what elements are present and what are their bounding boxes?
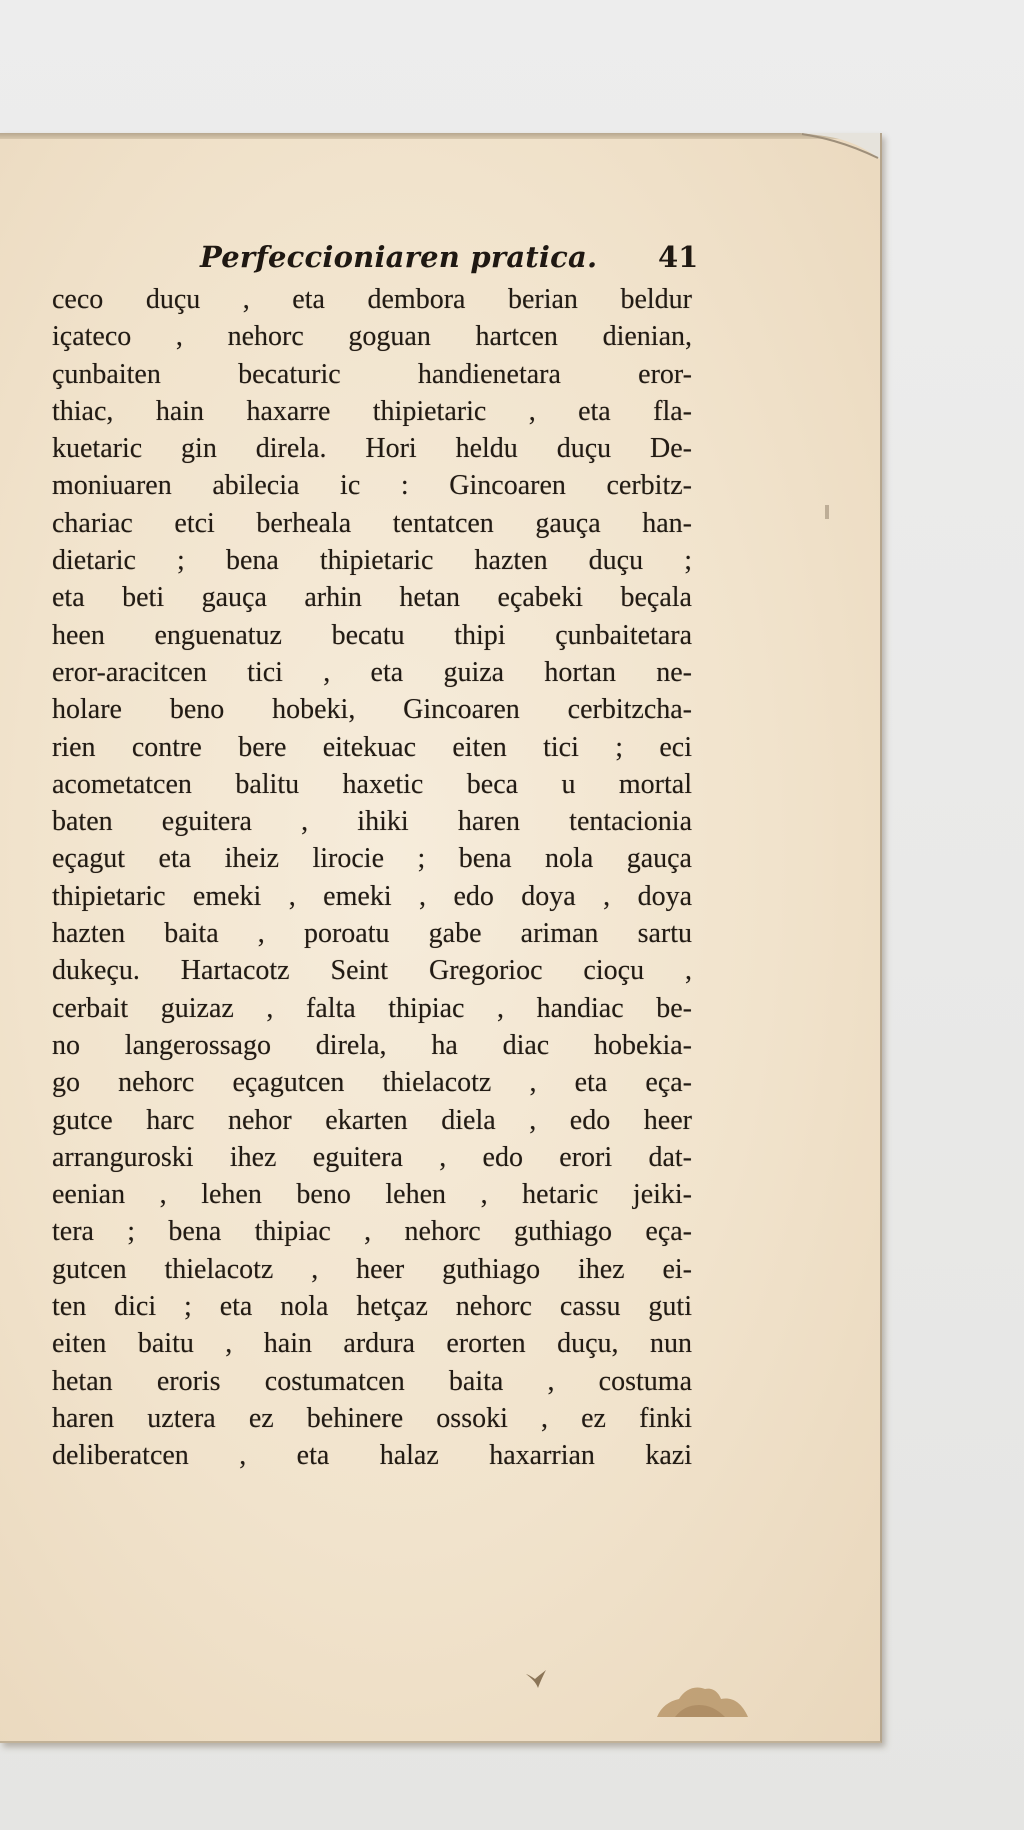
ink-blot-icon: [522, 1668, 548, 1690]
text-line: ceco duçu , eta dembora berian beldur: [52, 284, 692, 315]
page-number: 41: [658, 240, 699, 274]
margin-mark: [825, 505, 829, 519]
book-page: [0, 133, 882, 1743]
text-line: tera ; bena thipiac , nehorc guthiago eça-: [52, 1216, 692, 1248]
text-line: go nehorc eçagutcen thielacotz , eta eça-: [52, 1067, 692, 1099]
paper-stain-icon: [655, 1683, 750, 1717]
text-line: arranguroski ihez eguitera , edo erori dat-: [52, 1141, 692, 1173]
text-line: holare beno hobeki, Gincoaren cerbitzcha-: [52, 694, 692, 726]
text-line: çunbaiten becaturic handienetara eror-: [52, 358, 692, 390]
body-text: [52, 281, 692, 1475]
text-line: deliberatcen , eta halaz haxarrian kazi: [52, 1440, 692, 1472]
text-line: eror-aracitcen tici , eta guiza hortan ne-: [52, 656, 692, 688]
text-line: heen enguenatuz becatu thipi çunbaitetara: [52, 619, 692, 651]
running-title: Perfeccioniaren pratica.: [200, 240, 598, 274]
text-line: içateco , nehorc goguan hartcen dienian,: [52, 321, 692, 353]
text-line: gutcen thielacotz , heer guthiago ihez ei-: [52, 1253, 692, 1285]
text-line: kuetaric gin direla. Hori heldu duçu De-: [52, 433, 692, 465]
torn-corner-icon: [800, 133, 880, 159]
text-line: eçagut eta iheiz lirocie ; bena nola gauça: [52, 843, 692, 875]
text-line: baten eguitera , ihiki haren tentacionia: [52, 806, 692, 838]
text-line: chariac etci berheala tentatcen gauça han-: [52, 507, 692, 539]
text-line: gutce harc nehor ekarten diela , edo heer: [52, 1104, 692, 1136]
text-line: hetan eroris costumatcen baita , costuma: [52, 1365, 692, 1397]
text-line: acometatcen balitu haxetic beca u mortal: [52, 768, 692, 800]
text-line: eiten baitu , hain ardura erorten duçu, nun: [52, 1328, 692, 1360]
text-line: dukeçu. Hartacotz Seint Gregorioc cioçu ,: [52, 955, 692, 987]
text-line: hazten baita , poroatu gabe ariman sartu: [52, 918, 692, 950]
text-line: ten dici ; eta nola hetçaz nehorc cassu guti: [52, 1291, 692, 1323]
text-line: no langerossago direla, ha diac hobekia-: [52, 1029, 692, 1061]
text-line: haren uztera ez behinere ossoki , ez finki: [52, 1402, 692, 1434]
text-line: eta beti gauça arhin hetan eçabeki beçala: [52, 582, 692, 614]
text-line: rien contre bere eitekuac eiten tici ; eci: [52, 731, 692, 763]
text-line: cerbait guizaz , falta thipiac , handiac be-: [52, 992, 692, 1024]
text-line: thipietaric emeki , emeki , edo doya , doya: [52, 880, 692, 912]
text-line: moniuaren abilecia ic : Gincoaren cerbitz-: [52, 470, 692, 502]
text-line: eenian , lehen beno lehen , hetaric jeiki-: [52, 1179, 692, 1211]
page-top-edge: [0, 133, 880, 139]
text-line: dietaric ; bena thipietaric hazten duçu ;: [52, 545, 692, 577]
text-line: thiac, hain haxarre thipietaric , eta fla-: [52, 395, 692, 427]
